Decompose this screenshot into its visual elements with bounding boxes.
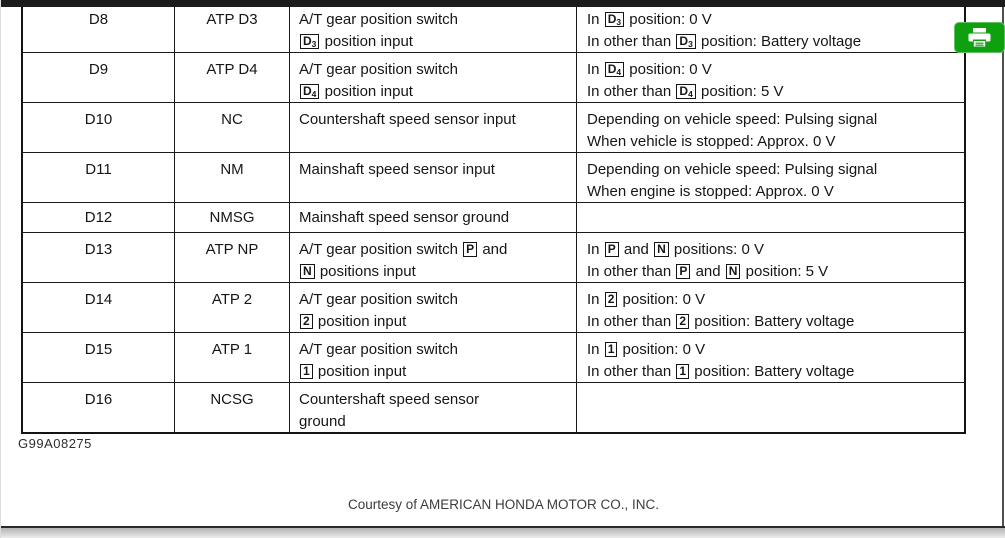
- position-box: P: [463, 242, 477, 257]
- terminal-name-cell-line: NM: [220, 161, 244, 178]
- position-box: 1: [676, 364, 689, 379]
- pin-cell-line: D8: [88, 11, 109, 28]
- pin-cell-line: D14: [84, 291, 113, 308]
- pin-cell-line: D16: [84, 391, 113, 408]
- pin-cell-line: D15: [84, 341, 113, 358]
- condition-cell-line: In other than 1 position: Battery voltage: [587, 363, 855, 380]
- condition-cell-line: Depending on vehicle speed: Pulsing signal: [587, 161, 878, 178]
- terminal-name-cell: [175, 333, 290, 382]
- description-cell-line: Countershaft speed sensor input: [299, 111, 516, 128]
- position-box: 2: [300, 314, 313, 329]
- description-cell-line: A/T gear position switch: [299, 11, 458, 28]
- table-row: [23, 102, 964, 152]
- table-row: [23, 152, 964, 202]
- description-cell-line: $D_4$ position input: [299, 81, 570, 102]
- condition-cell: [577, 333, 964, 382]
- table-row: [23, 282, 964, 332]
- pin-cell: [23, 283, 175, 332]
- description-cell: [290, 283, 577, 332]
- terminal-name-cell-line: ATP 1: [211, 341, 253, 358]
- condition-cell-line: When engine is stopped: Approx. 0 V: [587, 183, 834, 200]
- condition-cell-line: In other than $D_4$ position: 5 V: [587, 83, 784, 100]
- description-cell-line: A/T gear position switch: [299, 61, 458, 78]
- pin-voltage-table: [21, 7, 966, 434]
- condition-cell: [577, 7, 964, 52]
- pin-cell: [23, 7, 175, 52]
- position-box: N: [726, 264, 741, 279]
- pin-cell: [23, 203, 175, 232]
- pin-cell-line: D11: [85, 161, 112, 178]
- description-cell-line: $D_3$ position input: [299, 31, 570, 52]
- description-cell: [290, 7, 577, 52]
- position-box: P: [605, 242, 619, 257]
- terminal-name-cell-line: NC: [221, 111, 243, 128]
- condition-cell-line: In P and N positions: 0 V: [587, 241, 764, 258]
- description-cell-line: Countershaft speed sensor: [299, 391, 480, 408]
- description-cell: [290, 233, 577, 282]
- terminal-name-cell-line: ATP D4: [206, 61, 258, 78]
- position-box: $D_3$: [676, 34, 695, 49]
- terminal-name-cell-line: NCSG: [210, 391, 254, 408]
- terminal-name-cell-line: ATP 2: [211, 291, 253, 308]
- position-box: N: [300, 264, 315, 279]
- table-row: [23, 232, 964, 282]
- print-button[interactable]: [954, 22, 1005, 53]
- pin-cell: [23, 53, 175, 102]
- pin-cell-line: D13: [84, 241, 113, 258]
- position-box: 1: [300, 364, 313, 379]
- terminal-name-cell: [175, 203, 290, 232]
- position-box: P: [676, 264, 690, 279]
- condition-cell: [577, 153, 964, 202]
- condition-cell-line: In other than 2 position: Battery voltage: [587, 313, 855, 330]
- table-row: [23, 52, 964, 102]
- pin-table-body: [23, 7, 964, 432]
- condition-cell: [577, 103, 964, 152]
- position-box: $D_3$: [300, 34, 319, 49]
- description-cell: [290, 383, 577, 432]
- position-box: N: [654, 242, 669, 257]
- description-cell-line: A/T gear position switch: [299, 341, 458, 358]
- condition-cell-line: In $D_3$ position: 0 V: [587, 11, 712, 28]
- terminal-name-cell: [175, 283, 290, 332]
- position-box: $D_4$: [676, 84, 695, 99]
- pin-cell: [23, 333, 175, 382]
- condition-cell: [577, 283, 964, 332]
- pin-cell-line: D12: [84, 209, 113, 226]
- courtesy-line: Courtesy of AMERICAN HONDA MOTOR CO., INC.: [347, 497, 660, 512]
- table-row: [23, 382, 964, 432]
- printer-icon: [966, 27, 993, 48]
- description-cell: [290, 333, 577, 382]
- terminal-name-cell: [175, 153, 290, 202]
- table-row: [23, 7, 964, 52]
- description-cell-line: Mainshaft speed sensor input: [299, 161, 495, 178]
- pin-cell: [23, 383, 175, 432]
- description-cell-line: N positions input: [299, 261, 570, 282]
- terminal-name-cell-line: NMSG: [209, 209, 255, 226]
- terminal-name-cell: [175, 233, 290, 282]
- terminal-name-cell-line: ATP NP: [205, 241, 259, 258]
- figure-code: G99A08275: [18, 436, 92, 451]
- pin-cell-line: D9: [88, 61, 109, 78]
- condition-cell-line: In 1 position: 0 V: [587, 341, 706, 358]
- condition-cell-line: When vehicle is stopped: Approx. 0 V: [587, 133, 836, 150]
- position-box: 1: [605, 342, 618, 357]
- terminal-name-cell: [175, 383, 290, 432]
- condition-cell: [577, 53, 964, 102]
- description-cell: [290, 153, 577, 202]
- viewer-right-border: [1002, 7, 1004, 526]
- bottom-scrollbar-track: [1, 526, 1005, 538]
- description-cell-line: 1 position input: [299, 361, 570, 382]
- condition-cell: [577, 233, 964, 282]
- table-row: [23, 332, 964, 382]
- position-box: $D_3$: [605, 12, 624, 27]
- condition-cell-line: In $D_4$ position: 0 V: [587, 61, 712, 78]
- description-cell-line: A/T gear position switch: [299, 291, 458, 308]
- condition-cell-line: In 2 position: 0 V: [587, 291, 706, 308]
- terminal-name-cell: [175, 53, 290, 102]
- terminal-name-cell-line: ATP D3: [206, 11, 258, 28]
- description-cell: [290, 103, 577, 152]
- description-cell-line: A/T gear position switch P and: [299, 241, 508, 258]
- description-cell-line: 2 position input: [299, 311, 570, 332]
- terminal-name-cell: [175, 103, 290, 152]
- description-cell: [290, 53, 577, 102]
- condition-cell: [577, 203, 964, 232]
- pin-cell: [23, 153, 175, 202]
- position-box: $D_4$: [300, 84, 319, 99]
- position-box: $D_4$: [605, 62, 624, 77]
- condition-cell: [577, 383, 964, 432]
- condition-cell-line: In other than P and N position: 5 V: [587, 263, 829, 280]
- condition-cell-line: Depending on vehicle speed: Pulsing signal: [587, 111, 878, 128]
- pin-cell-line: D10: [84, 111, 113, 128]
- position-box: 2: [676, 314, 689, 329]
- pin-cell: [23, 233, 175, 282]
- description-cell-line: Mainshaft speed sensor ground: [299, 209, 510, 226]
- condition-cell-line: In other than $D_3$ position: Battery voltage: [587, 33, 862, 50]
- description-cell-line: ground: [299, 413, 346, 430]
- table-row: [23, 202, 964, 232]
- top-edge-bar: [1, 0, 1005, 7]
- pin-cell: [23, 103, 175, 152]
- position-box: 2: [605, 292, 618, 307]
- terminal-name-cell: [175, 7, 290, 52]
- description-cell: [290, 203, 577, 232]
